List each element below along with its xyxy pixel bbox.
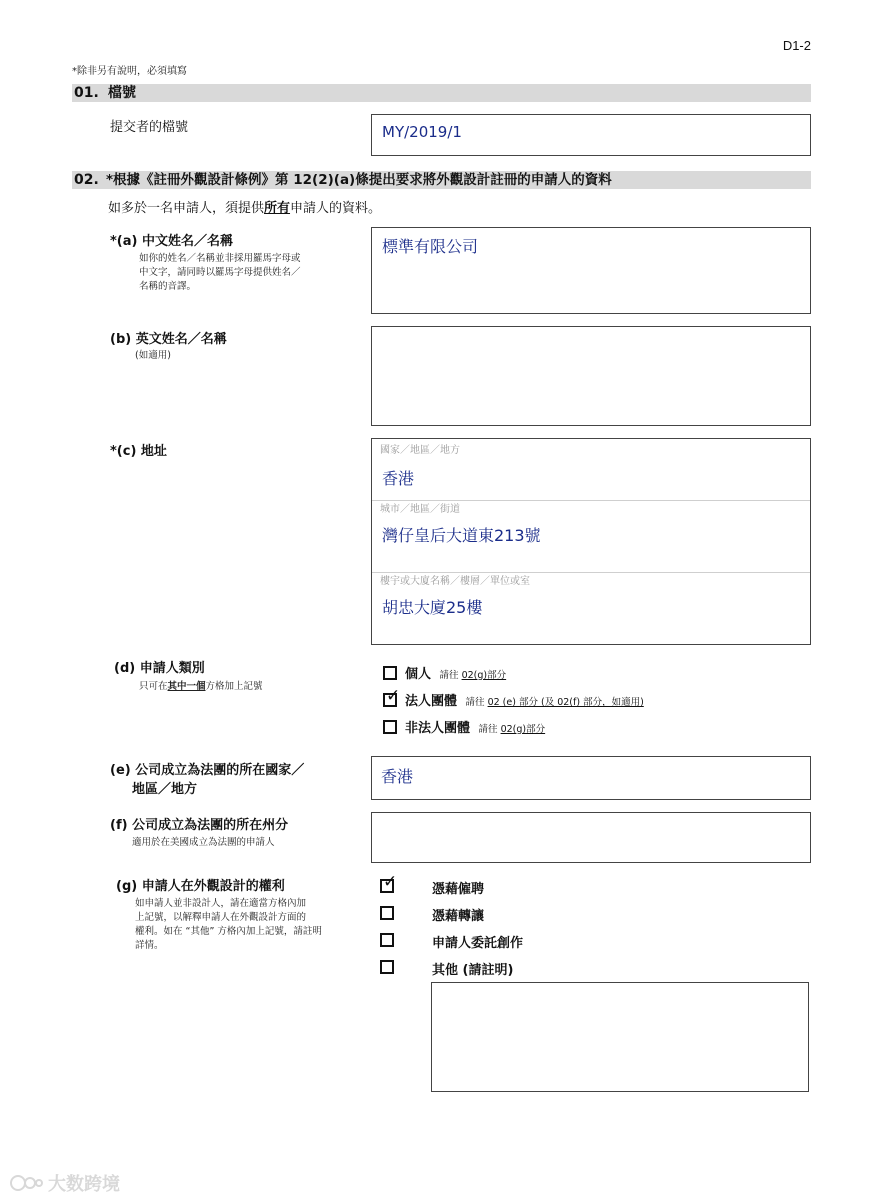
page-code: D1-2 [782, 38, 811, 53]
section-01-number: 01. [74, 85, 99, 101]
g-note-line2: 上記號，以解釋申請人在外觀設計方面的 [135, 912, 307, 923]
section-01-title: 檔號 [108, 85, 136, 101]
g-note-line1: 如申請人並非設計人，請在適當方格內加 [135, 898, 307, 909]
d-option-unincorporated [405, 721, 545, 738]
a-note-line1: 如你的姓名／名稱並非採用羅馬字母或 [139, 253, 301, 264]
d-option-corporate-ref[interactable]: 02 (e) 部分 (及 02(f) 部分，如適用) [487, 697, 644, 708]
check-icon: ✓ [383, 872, 398, 892]
english-name-field[interactable] [371, 326, 811, 426]
chinese-name-field[interactable] [371, 227, 811, 314]
d-note-before: 只可在 [139, 681, 168, 692]
b-label: (b) 英文姓名／名稱 [110, 332, 227, 347]
g-option-assignment-label: 憑藉轉讓 [432, 909, 485, 924]
watermark-logo [8, 1170, 120, 1196]
g-option-commissioned-label: 申請人委託創作 [432, 936, 524, 951]
g-note-line3: 權利。如在 “其他” 方格內加上記號，請註明 [135, 926, 322, 937]
file-ref-value: MY/2019/1 [382, 123, 462, 141]
g-option-employment-checkbox[interactable] [380, 872, 398, 893]
country-value[interactable]: 香港 [382, 469, 415, 488]
building-hint: 樓宇或大廈名稱／樓層／單位或室 [380, 576, 530, 587]
address-divider-1 [372, 500, 810, 501]
country-hint: 國家／地區／地方 [380, 445, 460, 456]
b-note: (如適用) [135, 350, 171, 361]
d-option-individual-checkbox[interactable] [383, 666, 397, 680]
c-label: *(c) 地址 [110, 444, 167, 459]
incorporation-state-field[interactable] [371, 812, 811, 863]
address-box [371, 438, 811, 645]
g-option-assignment-checkbox[interactable] [380, 906, 394, 920]
a-note-line2: 中文字，請同時以羅馬字母提供姓名／ [139, 267, 301, 278]
d-option-corporate-label: 法人團體 [405, 694, 458, 709]
g-option-commissioned-checkbox[interactable] [380, 933, 394, 947]
d-option-corporate-checkbox[interactable] [383, 686, 401, 707]
city-hint: 城市／地區／街道 [380, 504, 460, 515]
a-note-line3: 名稱的音譯。 [139, 281, 197, 292]
e-label-line1: (e) 公司成立為法團的所在國家／ [110, 763, 305, 778]
watermark-text: 大数跨境 [48, 1174, 120, 1195]
d-option-individual-pre: 請往 [439, 670, 462, 681]
d-option-corporate [405, 694, 644, 711]
d-note [139, 680, 263, 693]
address-divider-2 [372, 572, 810, 573]
d-option-corporate-pre: 請往 [465, 697, 488, 708]
d-option-unincorporated-label: 非法人團體 [405, 721, 471, 736]
d-note-after: 方格加上記號 [205, 681, 263, 692]
incorporation-country-value: 香港 [381, 767, 414, 786]
city-value[interactable]: 灣仔皇后大道東213號 [382, 526, 541, 545]
chinese-name-value: 標準有限公司 [382, 237, 479, 256]
section-02-title: *根據《註冊外觀設計條例》第 12(2)(a)條提出要求將外觀設計註冊的申請人的資料 [106, 172, 612, 188]
intro-emph: 所有 [264, 201, 291, 216]
d-option-unincorporated-ref[interactable]: 02(g)部分 [500, 724, 546, 735]
g-note-line4: 詳情。 [135, 940, 164, 951]
g-option-employment-label: 憑藉僱聘 [432, 882, 485, 897]
other-details-field[interactable] [431, 982, 809, 1092]
section-02-intro [108, 197, 381, 216]
file-ref-field[interactable] [371, 114, 811, 156]
a-label: *(a) 中文姓名／名稱 [110, 234, 233, 249]
intro-before: 如多於一名申請人，須提供 [108, 201, 265, 216]
g-option-other-label: 其他 (請註明) [432, 963, 514, 978]
g-label: (g) 申請人在外觀設計的權利 [116, 879, 285, 894]
e-label-line2: 地區／地方 [132, 782, 198, 797]
intro-after: 申請人的資料。 [290, 201, 382, 216]
f-note: 適用於在美國成立為法團的申請人 [132, 837, 275, 848]
watermark-icon [8, 1173, 44, 1193]
d-option-unincorporated-checkbox[interactable] [383, 720, 397, 734]
f-label: (f) 公司成立為法團的所在州分 [110, 818, 289, 833]
d-note-emph: 其中一個 [167, 681, 206, 692]
building-value[interactable]: 胡忠大廈25樓 [382, 598, 483, 617]
d-option-individual-ref[interactable]: 02(g)部分 [461, 670, 507, 681]
d-option-individual [405, 667, 506, 684]
file-ref-label: 提交者的檔號 [110, 120, 189, 135]
mandatory-note: *除非另有說明，必須填寫 [72, 66, 187, 77]
section-01-bar [72, 84, 811, 102]
incorporation-country-field[interactable] [371, 756, 811, 800]
d-option-unincorporated-pre: 請往 [478, 724, 501, 735]
g-option-other-checkbox[interactable] [380, 960, 394, 974]
d-option-individual-label: 個人 [405, 667, 432, 682]
d-label: (d) 申請人類別 [114, 661, 205, 676]
check-icon: ✓ [386, 686, 401, 706]
section-02-number: 02. [74, 172, 99, 188]
